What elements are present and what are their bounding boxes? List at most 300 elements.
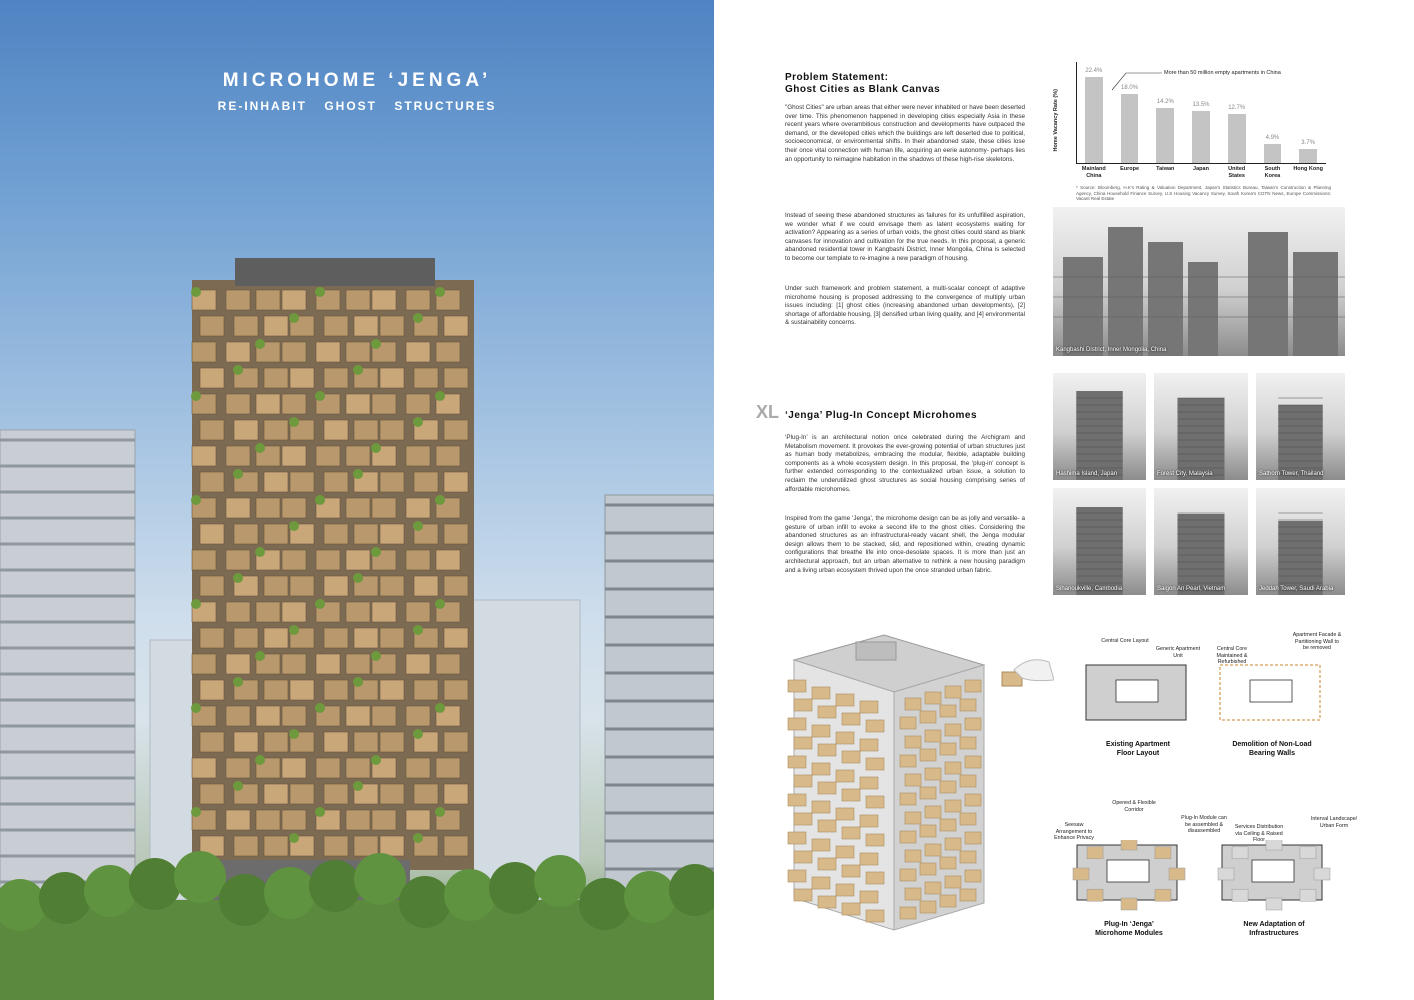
jenga-module bbox=[940, 895, 956, 907]
jenga-module bbox=[812, 687, 830, 699]
microhome-module bbox=[346, 394, 370, 414]
microhome-module bbox=[444, 316, 468, 336]
planter bbox=[353, 677, 363, 687]
jenga-module bbox=[818, 706, 836, 718]
microhome-module bbox=[226, 342, 250, 362]
microhome-module bbox=[436, 758, 460, 778]
microhome-module bbox=[226, 602, 250, 622]
floor-plan-drawing bbox=[1069, 840, 1199, 930]
microhome-module bbox=[324, 576, 348, 596]
tree bbox=[534, 855, 586, 907]
jenga-module bbox=[965, 870, 981, 882]
planter bbox=[289, 625, 299, 635]
microhome-module bbox=[264, 836, 288, 856]
microhome-module bbox=[406, 290, 430, 310]
microhome-module bbox=[282, 706, 306, 726]
plan-title: Existing Apartment Floor Layout bbox=[1106, 741, 1170, 757]
jenga-module bbox=[812, 801, 830, 813]
microhome-module bbox=[444, 628, 468, 648]
planter bbox=[435, 807, 445, 817]
microhome-module bbox=[444, 368, 468, 388]
microhome-module bbox=[372, 498, 396, 518]
jenga-module bbox=[866, 872, 884, 884]
microhome-module bbox=[200, 368, 224, 388]
microhome-module bbox=[256, 290, 280, 310]
microhome-module bbox=[414, 368, 438, 388]
jenga-module bbox=[920, 863, 936, 875]
photo-building bbox=[1256, 373, 1345, 480]
microhome-module bbox=[226, 394, 250, 414]
planter bbox=[413, 313, 423, 323]
floor-plan-drawing bbox=[1078, 660, 1208, 750]
chart-category-label: Japan bbox=[1193, 166, 1209, 172]
chart-bar bbox=[1121, 94, 1139, 163]
microhome-module bbox=[324, 836, 348, 856]
microhome-module bbox=[256, 394, 280, 414]
microhome-module bbox=[256, 498, 280, 518]
microhome-module bbox=[346, 290, 370, 310]
microhome-module bbox=[290, 784, 314, 804]
jenga-module bbox=[965, 756, 981, 768]
photo-caption: Saigon An Pearl, Vietnam bbox=[1157, 586, 1226, 592]
microhome-module bbox=[226, 498, 250, 518]
planter bbox=[413, 833, 423, 843]
tree bbox=[399, 876, 451, 928]
plan-title: New Adaptation of Infrastructures bbox=[1243, 921, 1305, 937]
jenga-module bbox=[860, 853, 878, 865]
jenga-module bbox=[940, 857, 956, 869]
jenga-module bbox=[836, 884, 854, 896]
microhome-module bbox=[264, 576, 288, 596]
tree bbox=[444, 869, 496, 921]
kangbashi-caption: Kangbashi District, Inner Mongolia, China bbox=[1056, 347, 1167, 353]
planter bbox=[255, 339, 265, 349]
planter bbox=[353, 781, 363, 791]
planter bbox=[371, 443, 381, 453]
microhome-module bbox=[316, 342, 340, 362]
microhome-module bbox=[380, 420, 404, 440]
jenga-module bbox=[836, 846, 854, 858]
jenga-module bbox=[900, 793, 916, 805]
photo-caption: Hashima Island, Japan bbox=[1056, 471, 1118, 477]
microhome-module bbox=[354, 316, 378, 336]
jenga-module bbox=[960, 775, 976, 787]
jenga-module bbox=[866, 834, 884, 846]
jenga-module bbox=[794, 813, 812, 825]
microhome-module bbox=[226, 758, 250, 778]
microhome-module bbox=[200, 420, 224, 440]
jenga-module bbox=[925, 730, 941, 742]
planter bbox=[413, 521, 423, 531]
jenga-module bbox=[818, 782, 836, 794]
microhome-module bbox=[324, 368, 348, 388]
jenga-module bbox=[818, 896, 836, 908]
chart-value-label: 12.7% bbox=[1228, 105, 1246, 112]
microhome-module bbox=[282, 654, 306, 674]
microhome-module bbox=[264, 732, 288, 752]
microhome-module bbox=[444, 680, 468, 700]
chart-annotation-leader bbox=[1054, 62, 1174, 102]
photo-caption: Sihanoukville, Cambodia bbox=[1056, 586, 1123, 592]
microhome-module bbox=[282, 446, 306, 466]
jenga-module bbox=[812, 877, 830, 889]
jenga-module bbox=[905, 736, 921, 748]
photo-building bbox=[1256, 488, 1345, 595]
tree bbox=[624, 871, 676, 923]
jenga-module bbox=[925, 844, 941, 856]
chart-bar bbox=[1192, 111, 1210, 163]
planter bbox=[289, 313, 299, 323]
problem-heading-line2: Ghost Cities as Blank Canvas bbox=[785, 84, 941, 95]
roof-core bbox=[856, 642, 896, 660]
planter bbox=[435, 287, 445, 297]
ghost-city-photo bbox=[1256, 373, 1345, 480]
jenga-module bbox=[788, 756, 806, 768]
microhome-module bbox=[264, 368, 288, 388]
microhome-module bbox=[380, 472, 404, 492]
tree bbox=[354, 853, 406, 905]
microhome-module bbox=[406, 654, 430, 674]
microhome-module bbox=[192, 758, 216, 778]
microhome-module bbox=[324, 680, 348, 700]
jenga-module bbox=[905, 888, 921, 900]
planter bbox=[233, 469, 243, 479]
jenga-module bbox=[900, 831, 916, 843]
jenga-module bbox=[866, 758, 884, 770]
jenga-module bbox=[945, 838, 961, 850]
ghost-city-photo bbox=[1154, 373, 1248, 480]
planter bbox=[255, 547, 265, 557]
jenga-module bbox=[836, 694, 854, 706]
microhome-module bbox=[324, 472, 348, 492]
microhome-module bbox=[192, 446, 216, 466]
jenga-module bbox=[860, 777, 878, 789]
jenga-module bbox=[965, 832, 981, 844]
microhome-module bbox=[414, 680, 438, 700]
floor-plan-panel bbox=[1214, 816, 1358, 990]
jenga-module bbox=[945, 686, 961, 698]
ghost-city-photo bbox=[1053, 373, 1146, 480]
microhome-module bbox=[372, 290, 396, 310]
jenga-module bbox=[836, 732, 854, 744]
tree bbox=[39, 872, 91, 924]
planter bbox=[315, 703, 325, 713]
microhome-module bbox=[200, 472, 224, 492]
planter bbox=[371, 547, 381, 557]
microhome-module bbox=[316, 446, 340, 466]
microhome-module bbox=[380, 680, 404, 700]
planter bbox=[435, 391, 445, 401]
microhome-module bbox=[282, 602, 306, 622]
microhome-module bbox=[346, 758, 370, 778]
jenga-module bbox=[812, 839, 830, 851]
microhome-module bbox=[346, 706, 370, 726]
microhome-module bbox=[282, 498, 306, 518]
plan-title: Demolition of Non-Load Bearing Walls bbox=[1232, 741, 1312, 757]
microhome-module bbox=[354, 628, 378, 648]
jenga-module bbox=[794, 737, 812, 749]
jenga-module bbox=[788, 718, 806, 730]
chart-bar bbox=[1156, 108, 1174, 163]
microhome-module bbox=[346, 446, 370, 466]
jenga-module bbox=[860, 739, 878, 751]
jenga-module bbox=[818, 820, 836, 832]
chart-annotation: More than 50 million empty apartments in China bbox=[1164, 70, 1281, 76]
photo-caption: Forest City, Malaysia bbox=[1157, 471, 1213, 477]
photo-building bbox=[1154, 373, 1248, 480]
tree bbox=[174, 851, 226, 903]
jenga-module bbox=[920, 825, 936, 837]
ghost-city-photo bbox=[1256, 488, 1345, 595]
microhome-module bbox=[282, 758, 306, 778]
plan-annotation: Central Core Maintained & Refurbished bbox=[1216, 646, 1248, 665]
chart-bar bbox=[1264, 144, 1282, 163]
plan-annotation: Services Distribution via Ceiling & Raised Floor bbox=[1234, 824, 1284, 843]
floor-plan-panel bbox=[1212, 632, 1342, 810]
microhome-module bbox=[192, 342, 216, 362]
chart-value-label: 14.2% bbox=[1156, 99, 1174, 106]
floor-plan-panel bbox=[1054, 800, 1227, 990]
microhome-module bbox=[256, 706, 280, 726]
microhome-module bbox=[324, 732, 348, 752]
microhome-module bbox=[414, 472, 438, 492]
microhome-module bbox=[234, 316, 258, 336]
microhome-module bbox=[380, 316, 404, 336]
hero-subtitle: RE-INHABIT GHOST STRUCTURES bbox=[217, 99, 497, 113]
microhome-module bbox=[380, 732, 404, 752]
microhome-module bbox=[406, 394, 430, 414]
planter bbox=[289, 417, 299, 427]
planter bbox=[191, 391, 201, 401]
jenga-module bbox=[945, 724, 961, 736]
planter bbox=[413, 625, 423, 635]
microhome-module bbox=[264, 472, 288, 492]
planter bbox=[255, 651, 265, 661]
microhome-module bbox=[200, 576, 224, 596]
jenga-module bbox=[866, 720, 884, 732]
jenga-module bbox=[965, 718, 981, 730]
chart-category-label: Hong Kong bbox=[1293, 166, 1323, 172]
planter bbox=[315, 807, 325, 817]
microhome-module bbox=[282, 810, 306, 830]
jenga-module bbox=[842, 865, 860, 877]
problem-paragraph-2: Instead of seeing these abandoned structures as failures for its unfulfilled aspiration, we wonder what if we could envisage them as latent ecosystems waiting for activation? Appearing as a series of urban voids, the ghost cities could stand as blank canvases for innovation and cultivation for the true needs. In this proposal, a generic abandoned residential tower in Kangbashi District, Inner Mongolia, China is selected to become our template to re-imagine a new paradigm of housing. bbox=[785, 212, 1025, 262]
jenga-module bbox=[905, 698, 921, 710]
microhome-module bbox=[316, 654, 340, 674]
planter bbox=[233, 573, 243, 583]
planter bbox=[255, 755, 265, 765]
planter bbox=[435, 703, 445, 713]
chart-category-label: Mainland China bbox=[1081, 166, 1106, 179]
chart-category-label: Europe bbox=[1120, 166, 1140, 172]
jenga-tower bbox=[191, 258, 474, 920]
jenga-module bbox=[920, 787, 936, 799]
microhome-module bbox=[324, 628, 348, 648]
jenga-module bbox=[920, 901, 936, 913]
planter bbox=[371, 339, 381, 349]
microhome-module bbox=[444, 732, 468, 752]
jenga-module bbox=[788, 680, 806, 692]
kangbashi-skyline bbox=[1053, 207, 1345, 356]
microhome-module bbox=[200, 784, 224, 804]
microhome-module bbox=[346, 342, 370, 362]
microhome-module bbox=[290, 368, 314, 388]
jenga-module bbox=[940, 819, 956, 831]
planter bbox=[289, 729, 299, 739]
jenga-module bbox=[940, 705, 956, 717]
jenga-module bbox=[818, 858, 836, 870]
microhome-module bbox=[406, 602, 430, 622]
microhome-module bbox=[264, 316, 288, 336]
chart-value-label: 4.9% bbox=[1265, 135, 1280, 142]
problem-paragraph-1: "Ghost Cities" are urban areas that either were never inhabited or have been deserted over time. This phenomenon happened in developing cities especially Asia in these recent years where overambitious construction and developments have outpaced the demand, or the developed cities which the buildings are left deserted due to political, socioeconomical, or environmental shifts. In their abandoned state, these cities lose their once vital connection with human life, acquiring an eerie autonomy- perhaps lies an opportunity to reimagine habitation in the shadows of these high-rise skeletons. bbox=[785, 104, 1025, 163]
microhome-module bbox=[406, 446, 430, 466]
chart-value-label: 22.4% bbox=[1085, 67, 1103, 74]
jenga-module bbox=[788, 832, 806, 844]
microhome-module bbox=[406, 810, 430, 830]
plan-annotation: Apartment Facade & Partitioning Wall to be removed bbox=[1292, 632, 1342, 651]
microhome-module bbox=[200, 680, 224, 700]
microhome-module bbox=[282, 550, 306, 570]
jenga-module bbox=[960, 851, 976, 863]
jenga-module bbox=[965, 794, 981, 806]
tree bbox=[219, 874, 271, 926]
microhome-module bbox=[372, 810, 396, 830]
microhome-module bbox=[380, 368, 404, 388]
jenga-module bbox=[788, 794, 806, 806]
jenga-module bbox=[836, 770, 854, 782]
planter bbox=[371, 755, 381, 765]
microhome-module bbox=[324, 316, 348, 336]
jenga-module bbox=[900, 755, 916, 767]
jenga-module bbox=[925, 806, 941, 818]
jenga-module bbox=[818, 744, 836, 756]
jenga-module bbox=[905, 774, 921, 786]
jenga-module bbox=[925, 768, 941, 780]
planter bbox=[435, 599, 445, 609]
plan-annotation: Plug-In Module can be assembled & disassembled bbox=[1181, 815, 1227, 834]
microhome-module bbox=[226, 446, 250, 466]
chart-source: * Source: Bloomberg, H.K's Rating & Valuation Department, Japan's Statistics Bureau, Taiwan's Construction & Planning Agency, China Household Finance Survey, U.S Housing Vacancy Survey, South Korea's CGTN News, Europe Commissions: Vacant Real Estate bbox=[1076, 185, 1331, 201]
microhome-module bbox=[406, 550, 430, 570]
jenga-module bbox=[960, 813, 976, 825]
floor-plan-panel bbox=[1078, 640, 1208, 810]
concept-heading: ‘Jenga’ Plug-In Concept Microhomes bbox=[785, 410, 978, 421]
chart-category-label: South Korea bbox=[1264, 166, 1281, 179]
photo-caption: Sathorn Tower, Thailand bbox=[1259, 471, 1324, 477]
planter bbox=[413, 729, 423, 739]
tree bbox=[129, 858, 181, 910]
chart-x-axis bbox=[1076, 163, 1326, 164]
microhome-module bbox=[414, 576, 438, 596]
right-panel bbox=[714, 0, 1414, 1000]
photo-building bbox=[1053, 373, 1146, 480]
planter bbox=[315, 495, 325, 505]
microhome-module bbox=[436, 446, 460, 466]
planter bbox=[233, 781, 243, 791]
microhome-module bbox=[444, 524, 468, 544]
planter bbox=[191, 287, 201, 297]
microhome-module bbox=[444, 836, 468, 856]
jenga-module bbox=[945, 762, 961, 774]
microhome-module bbox=[324, 524, 348, 544]
floor-plan-drawing bbox=[1212, 660, 1342, 750]
microhome-module bbox=[200, 316, 224, 336]
photo-building bbox=[1154, 488, 1248, 595]
ghost-city-photo bbox=[1053, 488, 1146, 595]
planter bbox=[315, 287, 325, 297]
problem-paragraph-3: Under such framework and problem statement, a multi-scalar concept of adaptive microhome housing is proposed addressing to the convergence of multiply urban issues including: [1] ghost cities (increasing abandoned urban developments), [2] shortage of affordable housing, [3] densified urban living quality, and [4] environmental & sustainability concerns. bbox=[785, 285, 1025, 327]
jenga-module bbox=[965, 680, 981, 692]
microhome-module bbox=[324, 420, 348, 440]
planter bbox=[413, 417, 423, 427]
jenga-module bbox=[925, 882, 941, 894]
chart-ylabel: Home Vacancy Rate (%) bbox=[1052, 89, 1059, 152]
microhome-module bbox=[444, 784, 468, 804]
microhome-module bbox=[256, 602, 280, 622]
microhome-module bbox=[226, 290, 250, 310]
planter bbox=[289, 521, 299, 531]
microhome-module bbox=[354, 524, 378, 544]
jenga-module bbox=[794, 851, 812, 863]
microhome-module bbox=[436, 342, 460, 362]
microhome-module bbox=[282, 290, 306, 310]
jenga-module bbox=[842, 789, 860, 801]
plan-annotation: Seesaw Arrangement to Enhance Privacy bbox=[1054, 822, 1094, 841]
planter bbox=[191, 703, 201, 713]
microhome-module bbox=[192, 550, 216, 570]
jenga-module bbox=[860, 891, 878, 903]
microhome-module bbox=[346, 498, 370, 518]
jenga-module bbox=[812, 725, 830, 737]
jenga-module bbox=[920, 711, 936, 723]
microhome-module bbox=[226, 706, 250, 726]
microhome-module bbox=[354, 836, 378, 856]
microhome-module bbox=[406, 342, 430, 362]
microhome-module bbox=[234, 732, 258, 752]
microhome-module bbox=[372, 394, 396, 414]
plan-annotation: Opened & Flexible Corridor bbox=[1112, 800, 1156, 813]
microhome-module bbox=[372, 602, 396, 622]
jenga-module bbox=[960, 889, 976, 901]
planter bbox=[353, 573, 363, 583]
microhome-module bbox=[234, 420, 258, 440]
microhome-module bbox=[444, 472, 468, 492]
microhome-module bbox=[290, 472, 314, 492]
microhome-module bbox=[234, 524, 258, 544]
photo-building bbox=[1053, 488, 1146, 595]
planter bbox=[353, 469, 363, 479]
jenga-module bbox=[900, 907, 916, 919]
microhome-module bbox=[200, 732, 224, 752]
microhome-module bbox=[436, 550, 460, 570]
microhome-module bbox=[346, 654, 370, 674]
microhome-module bbox=[226, 550, 250, 570]
planter bbox=[233, 677, 243, 687]
planter bbox=[289, 833, 299, 843]
microhome-module bbox=[372, 706, 396, 726]
microhome-module bbox=[264, 524, 288, 544]
microhome-module bbox=[414, 784, 438, 804]
microhome-module bbox=[290, 680, 314, 700]
problem-heading-line1: Problem Statement: bbox=[785, 72, 889, 83]
hero-title: MICROHOME ‘JENGA’ bbox=[222, 70, 492, 91]
jenga-module bbox=[920, 749, 936, 761]
tree bbox=[264, 867, 316, 919]
microhome-module bbox=[264, 784, 288, 804]
chart-bar bbox=[1299, 149, 1317, 163]
jenga-module bbox=[842, 713, 860, 725]
